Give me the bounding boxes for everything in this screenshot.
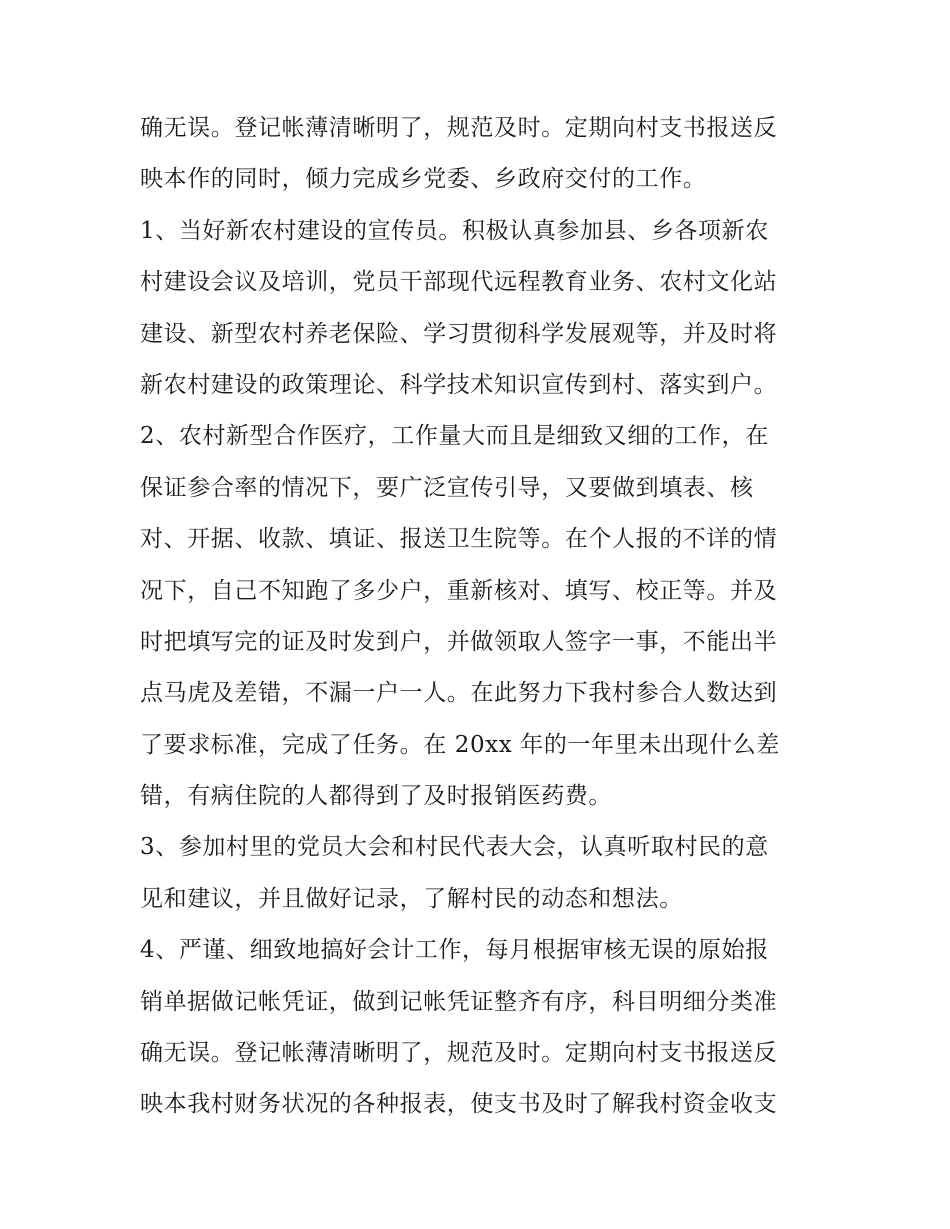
text-line: 确无误。登记帐薄清晰明了，规范及时。定期向村支书报送反: [140, 1040, 778, 1067]
text-line: 映本我村财务状况的各种报表，使支书及时了解我村资金收支: [140, 1091, 778, 1118]
text-line: 点马虎及差错，不漏一户一人。在此努力下我村参合人数达到: [140, 680, 778, 707]
text-line: 销单据做记帐凭证，做到记帐凭证整齐有序，科目明细分类准: [140, 988, 778, 1015]
text-line: 了要求标准，完成了任务。在 20xx 年的一年里未出现什么差: [140, 731, 780, 758]
text-line: 保证参合率的情况下，要广泛宣传引导，又要做到填表、核: [140, 474, 754, 501]
text-line: 见和建议，并且做好记录，了解村民的动态和想法。: [140, 885, 683, 912]
text-line: 村建设会议及培训，党员干部现代远程教育业务、农村文化站: [140, 269, 778, 296]
text-line: 3、参加村里的党员大会和村民代表大会，认真听取村民的意: [140, 834, 769, 861]
text-line: 映本作的同时，倾力完成乡党委、乡政府交付的工作。: [140, 166, 707, 193]
body-text: [140, 103, 830, 1131]
text-line: 新农村建设的政策理论、科学技术知识宣传到村、落实到户。: [140, 371, 778, 398]
text-line: 错，有病住院的人都得到了及时报销医药费。: [140, 783, 612, 810]
text-line: 2、农村新型合作医疗，工作量大而且是细致又细的工作，在: [140, 423, 769, 450]
text-line: 确无误。登记帐薄清晰明了，规范及时。定期向村支书报送反: [140, 115, 778, 141]
text-line: 1、当好新农村建设的宣传员。积极认真参加县、乡各项新农: [140, 217, 769, 244]
text-line: 时把填写完的证及时发到户，并做领取人签字一事，不能出半: [140, 628, 778, 655]
text-line: 对、开据、收款、填证、报送卫生院等。在个人报的不详的情: [140, 526, 778, 553]
text-line: 建设、新型农村养老保险、学习贯彻科学发展观等，并及时将: [140, 320, 778, 347]
text-line: 况下，自己不知跑了多少户，重新核对、填写、校正等。并及: [140, 577, 778, 604]
text-line: 4、严谨、细致地搞好会计工作，每月根据审核无误的原始报: [140, 937, 769, 964]
